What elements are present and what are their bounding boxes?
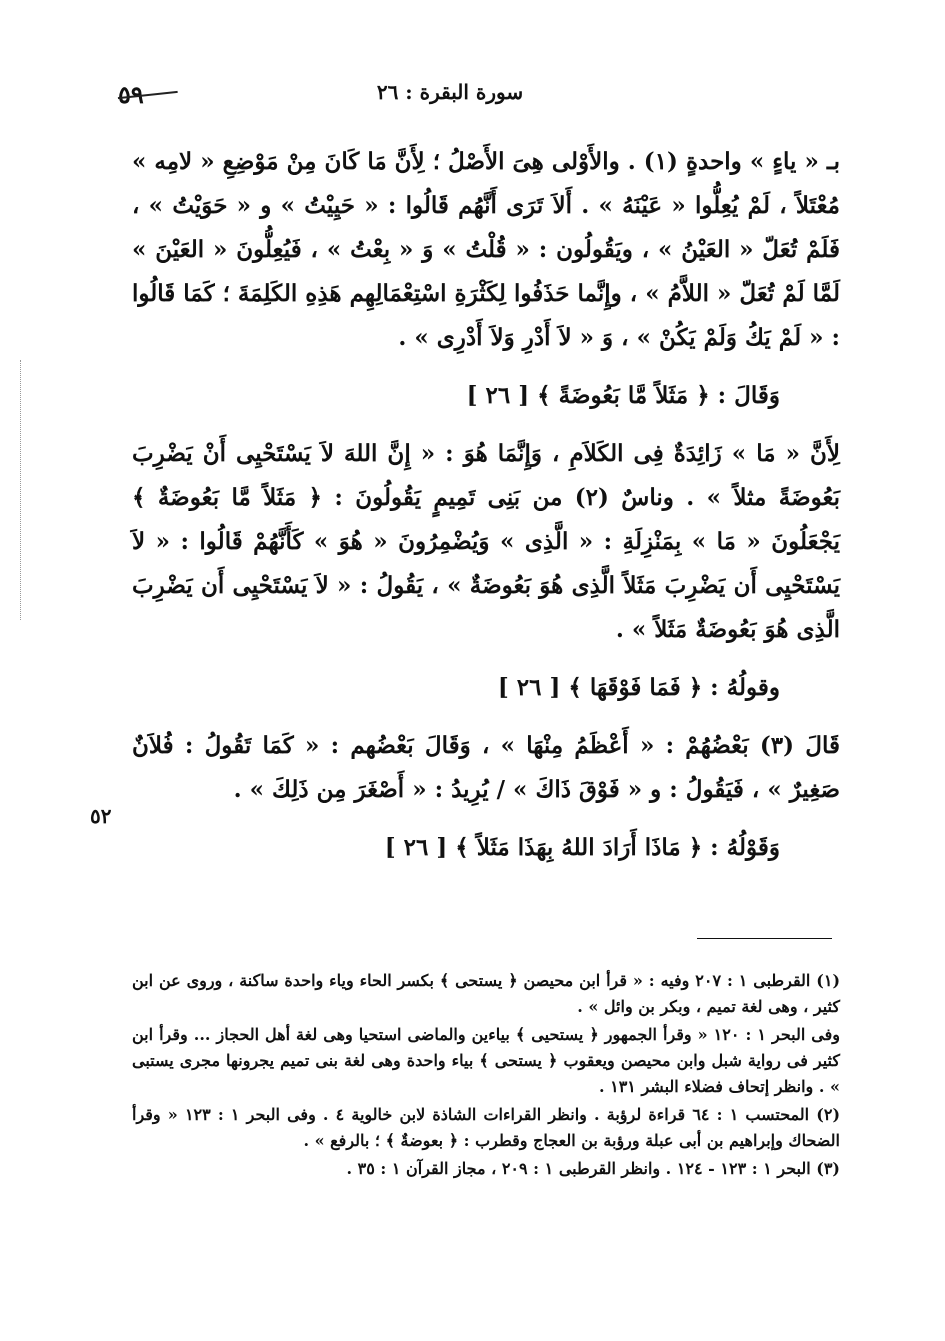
paragraph-3: قَالَ (٣) بَعْضُهُمْ : « أَعْظَمُ مِنْهَا » ، وَقَالَ بَعْضُهم : « كَمَا تَقُولُ : فُلاَنٌ صَغِيرٌ » ، فَيَقُولُ : و « فَوْقَ ذَاكَ » / يُرِيدُ : « أَصْغَرَ مِن ذَلِكَ » . bbox=[132, 732, 840, 803]
footnote-2: (٢) المحتسب ١ : ٦٤ قراءة لرؤبة . وانظر القراءات الشاذة لابن خالوية ٤ . وفى البحر ١ : ١٢٣ « وقرأ الضحاك وإبراهيم بن أبى عبلة ورؤبة بن العجاج وقطرب : ﴿ بعوضةٌ ﴾ ؛ بالرفع » . bbox=[132, 1105, 841, 1150]
footnote-1: (١) القرطبى ١ : ٢٠٧ وفيه : « قرأ ابن محيصن ﴿ يستحى ﴾ بكسر الحاء وياء واحدة ساكنة ، وروى عن ابن كثير ، وهى لغة تميم ، وبكر بن وائل » . bbox=[132, 971, 841, 1016]
footnote-1-continued: وفى البحر ١ : ١٢٠ « وقرأ الجمهور ﴿ يستحيى ﴾ بياءين والماضى استحيا وهى لغة أهل الحجاز ... وقرأ ابن كثير فى رواية شبل وابن محيصن ويعقوب ﴿ يستحى ﴾ بياء واحدة وهى لغة بنى تميم يجرونها مجرى يستبى » . وانظر إتحاف فضلاء البشر ١٣١ . bbox=[132, 1025, 841, 1096]
handwritten-page-mark bbox=[118, 80, 208, 110]
quran-citation-3: وَقَوْلُهُ : ﴿ مَاذَا أَرَادَ اللهُ بِهَذَا مَثَلاً ﴾ [ ٢٦ ] bbox=[384, 834, 780, 861]
footnote-divider bbox=[697, 938, 832, 939]
footnotes bbox=[132, 968, 840, 1184]
paragraph-2: لِأَنَّ « مَا » زَائِدَةٌ فِى الكَلاَمِ ، وَإِنَّمَا هُوَ : « إِنَّ اللهَ لاَ يَسْتَحْيِى أَنْ يَضْرِبَ بَعُوضَةً مثلاً » . وناسٌ (٢) من بَنِى تَمِيمٍ يَقُولُونَ : ﴿ مَثَلاً مَّا بَعُوضَةٌ ﴾ يَجْعَلُونَ « مَا » بِمَنْزِلَةِ : « الَّذِى » وَيُضْمِرُونَ « هُوَ » كَأَنَّهُمْ قَالُوا : « لاَ يَسْتَحْيِى أَن يَضْرِبَ مَثَلاً الَّذِى هُوَ بَعُوضَةٌ » ، يَقُولُ : « لاَ يَسْتَحْيِى أَن يَضْرِبَ الَّذِى هُوَ بَعُوضَةٌ مَثَلاً » . bbox=[132, 440, 840, 643]
footnote-3: (٣) البحر ١ : ١٢٣ - ١٢٤ . وانظر القرطبى ١ : ٢٠٩ ، مجاز القرآن ١ : ٣٥ . bbox=[346, 1159, 840, 1178]
paragraph-1: بـ « ياءٍ » واحدةٍ (١) . والأَوْلى هِىَ الأَصْلُ ؛ لِأَنَّ مَا كَانَ مِنْ مَوْضِعِ « لامِه » مُعْتَلاً ، لَمْ يُعِلُّوا « عَيْنَهُ » . أَلاَ تَرَى أَنَّهُم قَالُوا : « حَيِيْتُ » و « حَوَيْتُ » ، فَلَمْ تُعَلّ « العَيْنُ » ، ويَقُولُون : « قُلْتُ » وَ « بِعْتُ » ، فَيُعِلُّونَ « العَيْنَ » لَمَّا لَمْ تُعَلّ « اللاَّمُ » ، وإِنَّما حَذَفُوا لِكَثْرَةِ اسْتِعْمَالِهِم هَذِهِ الكَلِمَةَ ؛ كَمَا قَالُوا : « لَمْ يَكُ وَلَمْ يَكُنْ » ، وَ « لاَ أَدْرِ وَلاَ أَدْرِى » . bbox=[132, 148, 841, 351]
main-text bbox=[132, 140, 840, 870]
quran-citation-1: وَقَالَ : ﴿ مَثَلاً مَّا بَعُوضَةً ﴾ [ ٢٦ ] bbox=[466, 382, 780, 409]
margin-dotted-line bbox=[20, 360, 41, 620]
quran-citation-2: وقولُهُ : ﴿ فَمَا فَوْقَهَا ﴾ [ ٢٦ ] bbox=[497, 674, 780, 701]
running-title: سورة البقرة : ٢٦ bbox=[376, 80, 524, 104]
margin-page-number: ٥٢ bbox=[90, 804, 112, 828]
page-mark-text: ٥٩ bbox=[118, 80, 144, 109]
